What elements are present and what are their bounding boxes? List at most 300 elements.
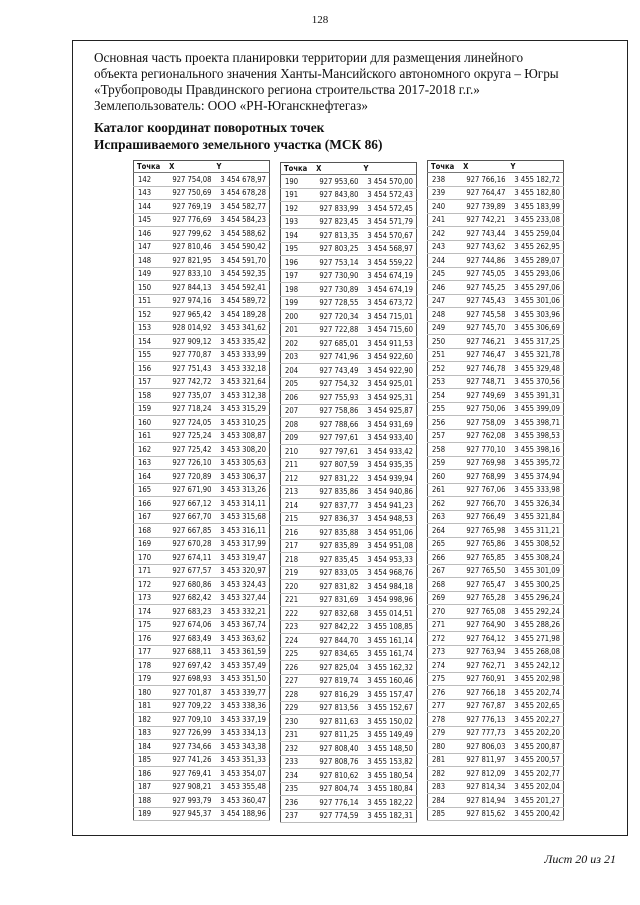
table-row (281, 674, 417, 688)
x-cell: 927 726,10 (166, 456, 213, 470)
y-cell: 3 455 333,98 (507, 483, 563, 497)
table-row (428, 416, 564, 430)
y-cell: 3 455 398,53 (507, 429, 563, 443)
x-cell: 927 953,60 (313, 175, 360, 189)
x-cell: 927 725,24 (166, 429, 213, 443)
point-cell: 219 (281, 566, 314, 580)
point-cell: 228 (281, 688, 314, 702)
x-cell: 927 743,44 (460, 227, 507, 241)
x-cell: 927 765,28 (460, 591, 507, 605)
catalog-title-line: Каталог координат поворотных точек (94, 120, 325, 135)
x-cell: 927 728,55 (313, 296, 360, 310)
x-cell: 927 965,42 (166, 308, 213, 322)
table-row (134, 348, 270, 362)
y-cell: 3 455 182,80 (507, 186, 563, 200)
point-cell: 183 (134, 726, 167, 740)
point-cell: 282 (428, 767, 461, 781)
x-cell: 927 764,47 (460, 186, 507, 200)
table-row (428, 267, 564, 281)
x-cell: 927 766,16 (460, 173, 507, 187)
point-cell: 236 (281, 796, 314, 810)
table-row (428, 389, 564, 403)
table-row (281, 229, 417, 243)
header-y: Y (213, 161, 269, 173)
point-cell: 262 (428, 497, 461, 511)
x-cell: 927 735,07 (166, 389, 213, 403)
table-row (134, 497, 270, 511)
table-row (281, 593, 417, 607)
table-row (134, 699, 270, 713)
point-cell: 157 (134, 375, 167, 389)
x-cell: 927 833,10 (166, 267, 213, 281)
y-cell: 3 455 162,32 (360, 661, 416, 675)
table-row (134, 578, 270, 592)
x-cell: 927 835,88 (313, 526, 360, 540)
x-cell: 927 814,94 (460, 794, 507, 808)
table-row (428, 780, 564, 794)
point-cell: 247 (428, 294, 461, 308)
table-row (134, 227, 270, 241)
table-row (428, 213, 564, 227)
x-cell: 927 807,59 (313, 458, 360, 472)
point-cell: 155 (134, 348, 167, 362)
point-cell: 215 (281, 512, 314, 526)
point-cell: 147 (134, 240, 167, 254)
table-row (281, 404, 417, 418)
y-cell: 3 453 357,49 (213, 659, 269, 673)
heading-line: объекта регионального значения Ханты-Мансийского автономного округа – Югры (94, 66, 559, 81)
point-cell: 196 (281, 256, 314, 270)
table-row (428, 564, 564, 578)
y-cell: 3 453 367,74 (213, 618, 269, 632)
point-cell: 211 (281, 458, 314, 472)
x-cell: 927 670,28 (166, 537, 213, 551)
x-cell: 927 701,87 (166, 686, 213, 700)
point-cell: 154 (134, 335, 167, 349)
table-row (428, 227, 564, 241)
y-cell: 3 454 715,60 (360, 323, 416, 337)
point-cell: 200 (281, 310, 314, 324)
x-cell: 927 768,99 (460, 470, 507, 484)
table-row (134, 402, 270, 416)
point-cell: 239 (428, 186, 461, 200)
table-row (281, 755, 417, 769)
x-cell: 927 777,73 (460, 726, 507, 740)
y-cell: 3 454 935,35 (360, 458, 416, 472)
table-row (134, 254, 270, 268)
table-row (281, 458, 417, 472)
x-cell: 927 803,25 (313, 242, 360, 256)
table-row (281, 688, 417, 702)
x-cell: 927 709,22 (166, 699, 213, 713)
table-row (428, 254, 564, 268)
y-cell: 3 455 321,84 (507, 510, 563, 524)
table-row (428, 348, 564, 362)
x-cell: 927 799,62 (166, 227, 213, 241)
table-row (281, 796, 417, 810)
table-row (134, 335, 270, 349)
y-cell: 3 453 310,25 (213, 416, 269, 430)
table-row (281, 728, 417, 742)
x-cell: 927 671,90 (166, 483, 213, 497)
point-cell: 235 (281, 782, 314, 796)
point-cell: 233 (281, 755, 314, 769)
table-row (281, 634, 417, 648)
point-cell: 277 (428, 699, 461, 713)
point-cell: 278 (428, 713, 461, 727)
point-cell: 224 (281, 634, 314, 648)
y-cell: 3 454 953,33 (360, 553, 416, 567)
point-cell: 220 (281, 580, 314, 594)
y-cell: 3 455 161,14 (360, 634, 416, 648)
x-cell: 927 765,98 (460, 524, 507, 538)
table-row (134, 794, 270, 808)
y-cell: 3 453 321,64 (213, 375, 269, 389)
point-cell: 177 (134, 645, 167, 659)
x-cell: 927 677,57 (166, 564, 213, 578)
x-cell: 927 764,90 (460, 618, 507, 632)
y-cell: 3 454 951,06 (360, 526, 416, 540)
x-cell: 927 763,94 (460, 645, 507, 659)
table-row (428, 618, 564, 632)
table-row (134, 294, 270, 308)
y-cell: 3 454 922,60 (360, 350, 416, 364)
table-row (281, 310, 417, 324)
x-cell: 927 764,12 (460, 632, 507, 646)
point-cell: 216 (281, 526, 314, 540)
point-cell: 222 (281, 607, 314, 621)
header-point: Точка (281, 163, 314, 175)
y-cell: 3 455 160,46 (360, 674, 416, 688)
table-row (281, 283, 417, 297)
x-cell: 927 974,16 (166, 294, 213, 308)
point-cell: 187 (134, 780, 167, 794)
x-cell: 927 776,69 (166, 213, 213, 227)
x-cell: 927 821,95 (166, 254, 213, 268)
point-cell: 176 (134, 632, 167, 646)
x-cell: 927 697,42 (166, 659, 213, 673)
y-cell: 3 455 200,42 (507, 807, 563, 821)
point-cell: 184 (134, 740, 167, 754)
x-cell: 927 835,45 (313, 553, 360, 567)
x-cell: 927 810,62 (313, 769, 360, 783)
table-row (428, 470, 564, 484)
y-cell: 3 453 361,59 (213, 645, 269, 659)
x-cell: 927 758,86 (313, 404, 360, 418)
table-row (428, 362, 564, 376)
point-cell: 204 (281, 364, 314, 378)
x-cell: 927 683,49 (166, 632, 213, 646)
table-row (134, 483, 270, 497)
x-cell: 927 751,43 (166, 362, 213, 376)
point-cell: 221 (281, 593, 314, 607)
table-row (134, 308, 270, 322)
x-cell: 927 814,34 (460, 780, 507, 794)
point-cell: 151 (134, 294, 167, 308)
x-cell: 927 811,63 (313, 715, 360, 729)
y-cell: 3 455 182,72 (507, 173, 563, 187)
header-point: Точка (428, 161, 461, 173)
point-cell: 152 (134, 308, 167, 322)
table-row (428, 402, 564, 416)
table-row (134, 740, 270, 754)
point-cell: 201 (281, 323, 314, 337)
point-cell: 240 (428, 200, 461, 214)
table-row (281, 391, 417, 405)
x-cell: 927 748,71 (460, 375, 507, 389)
x-cell: 927 808,40 (313, 742, 360, 756)
y-cell: 3 455 300,25 (507, 578, 563, 592)
point-cell: 175 (134, 618, 167, 632)
point-cell: 229 (281, 701, 314, 715)
point-cell: 269 (428, 591, 461, 605)
x-cell: 927 767,87 (460, 699, 507, 713)
page-number: 128 (311, 14, 329, 26)
table-row (281, 445, 417, 459)
x-cell: 928 014,92 (166, 321, 213, 335)
x-cell: 927 843,80 (313, 188, 360, 202)
x-cell: 927 766,18 (460, 686, 507, 700)
x-cell: 927 745,05 (460, 267, 507, 281)
y-cell: 3 453 316,11 (213, 524, 269, 538)
point-cell: 174 (134, 605, 167, 619)
coordinates-table-1 (133, 160, 270, 821)
table-row (428, 497, 564, 511)
y-cell: 3 455 259,04 (507, 227, 563, 241)
table-row (428, 510, 564, 524)
table-row (134, 173, 270, 187)
point-cell: 213 (281, 485, 314, 499)
y-cell: 3 454 931,69 (360, 418, 416, 432)
y-cell: 3 455 268,08 (507, 645, 563, 659)
point-cell: 163 (134, 456, 167, 470)
table-row (281, 647, 417, 661)
header-y: Y (360, 163, 416, 175)
point-cell: 142 (134, 173, 167, 187)
x-cell: 927 808,76 (313, 755, 360, 769)
point-cell: 246 (428, 281, 461, 295)
y-cell: 3 453 332,18 (213, 362, 269, 376)
table-row (281, 661, 417, 675)
y-cell: 3 453 327,44 (213, 591, 269, 605)
point-cell: 281 (428, 753, 461, 767)
point-cell: 189 (134, 807, 167, 821)
x-cell: 927 806,03 (460, 740, 507, 754)
table-row (428, 321, 564, 335)
table-row (281, 566, 417, 580)
table-row (281, 472, 417, 486)
y-cell: 3 454 678,97 (213, 173, 269, 187)
y-cell: 3 453 339,77 (213, 686, 269, 700)
x-cell: 927 813,35 (313, 229, 360, 243)
y-cell: 3 455 202,27 (507, 713, 563, 727)
table-row (428, 200, 564, 214)
point-cell: 161 (134, 429, 167, 443)
table-row (134, 551, 270, 565)
point-cell: 267 (428, 564, 461, 578)
point-cell: 185 (134, 753, 167, 767)
point-cell: 258 (428, 443, 461, 457)
point-cell: 169 (134, 537, 167, 551)
table-row (134, 659, 270, 673)
point-cell: 251 (428, 348, 461, 362)
point-cell: 192 (281, 202, 314, 216)
y-cell: 3 454 715,01 (360, 310, 416, 324)
table-row (428, 456, 564, 470)
x-cell: 927 908,21 (166, 780, 213, 794)
y-cell: 3 455 308,52 (507, 537, 563, 551)
table-row (134, 591, 270, 605)
table-row (428, 186, 564, 200)
x-cell: 927 844,13 (166, 281, 213, 295)
x-cell: 927 746,78 (460, 362, 507, 376)
point-cell: 206 (281, 391, 314, 405)
table-row (428, 672, 564, 686)
x-cell: 927 831,82 (313, 580, 360, 594)
point-cell: 153 (134, 321, 167, 335)
point-cell: 237 (281, 809, 314, 823)
table-row (281, 269, 417, 283)
y-cell: 3 455 148,50 (360, 742, 416, 756)
y-cell: 3 455 289,07 (507, 254, 563, 268)
point-cell: 160 (134, 416, 167, 430)
point-cell: 242 (428, 227, 461, 241)
table-row (281, 431, 417, 445)
table-row (428, 632, 564, 646)
y-cell: 3 453 315,29 (213, 402, 269, 416)
y-cell: 3 455 183,99 (507, 200, 563, 214)
y-cell: 3 455 180,84 (360, 782, 416, 796)
x-cell: 927 745,70 (460, 321, 507, 335)
table-row (281, 364, 417, 378)
y-cell: 3 453 314,11 (213, 497, 269, 511)
x-cell: 927 741,26 (166, 753, 213, 767)
y-cell: 3 454 939,94 (360, 472, 416, 486)
y-cell: 3 455 398,71 (507, 416, 563, 430)
y-cell: 3 454 925,31 (360, 391, 416, 405)
x-cell: 927 766,70 (460, 497, 507, 511)
point-cell: 263 (428, 510, 461, 524)
point-cell: 193 (281, 215, 314, 229)
x-cell: 927 909,12 (166, 335, 213, 349)
table-row (428, 578, 564, 592)
x-cell: 927 815,62 (460, 807, 507, 821)
point-cell: 171 (134, 564, 167, 578)
x-cell: 927 769,98 (460, 456, 507, 470)
point-cell: 274 (428, 659, 461, 673)
x-cell: 927 726,99 (166, 726, 213, 740)
point-cell: 272 (428, 632, 461, 646)
y-cell: 3 455 182,31 (360, 809, 416, 823)
y-cell: 3 455 202,20 (507, 726, 563, 740)
table-row (281, 215, 417, 229)
y-cell: 3 453 312,38 (213, 389, 269, 403)
x-cell: 927 770,10 (460, 443, 507, 457)
x-cell: 927 720,34 (313, 310, 360, 324)
x-cell: 927 680,86 (166, 578, 213, 592)
table-header-row (428, 161, 564, 173)
point-cell: 285 (428, 807, 461, 821)
y-cell: 3 455 152,67 (360, 701, 416, 715)
table-row (281, 607, 417, 621)
x-cell: 927 819,74 (313, 674, 360, 688)
point-cell: 226 (281, 661, 314, 675)
y-cell: 3 454 948,53 (360, 512, 416, 526)
y-cell: 3 454 188,96 (213, 807, 269, 821)
y-cell: 3 455 149,49 (360, 728, 416, 742)
point-cell: 227 (281, 674, 314, 688)
x-cell: 927 760,91 (460, 672, 507, 686)
y-cell: 3 453 317,99 (213, 537, 269, 551)
point-cell: 257 (428, 429, 461, 443)
y-cell: 3 453 308,20 (213, 443, 269, 457)
x-cell: 927 844,70 (313, 634, 360, 648)
y-cell: 3 454 678,28 (213, 186, 269, 200)
x-cell: 927 685,01 (313, 337, 360, 351)
y-cell: 3 454 570,00 (360, 175, 416, 189)
y-cell: 3 454 933,42 (360, 445, 416, 459)
point-cell: 261 (428, 483, 461, 497)
y-cell: 3 453 343,38 (213, 740, 269, 754)
land-user-line: Землепользователь: ООО «РН-Юганскнефтегаз» (94, 98, 368, 113)
table-row (134, 240, 270, 254)
x-cell: 927 688,11 (166, 645, 213, 659)
catalog-title-line: Испрашиваемого земельного участка (МСК 86) (94, 137, 383, 152)
table-row (428, 375, 564, 389)
sheet-label: Лист 20 из 21 (544, 852, 616, 866)
y-cell: 3 455 202,65 (507, 699, 563, 713)
x-cell: 927 833,99 (313, 202, 360, 216)
y-cell: 3 453 305,63 (213, 456, 269, 470)
y-cell: 3 454 589,72 (213, 294, 269, 308)
x-cell: 927 745,25 (460, 281, 507, 295)
x-cell: 927 835,86 (313, 485, 360, 499)
table-row (428, 240, 564, 254)
point-cell: 249 (428, 321, 461, 335)
table-row (281, 485, 417, 499)
point-cell: 264 (428, 524, 461, 538)
y-cell: 3 455 157,47 (360, 688, 416, 702)
point-cell: 275 (428, 672, 461, 686)
x-cell: 927 683,23 (166, 605, 213, 619)
x-cell: 927 755,93 (313, 391, 360, 405)
y-cell: 3 455 374,94 (507, 470, 563, 484)
table-row (134, 686, 270, 700)
x-cell: 927 749,69 (460, 389, 507, 403)
y-cell: 3 455 303,96 (507, 308, 563, 322)
y-cell: 3 455 321,78 (507, 348, 563, 362)
table-row (134, 510, 270, 524)
point-cell: 144 (134, 200, 167, 214)
x-cell: 927 724,05 (166, 416, 213, 430)
y-cell: 3 454 673,72 (360, 296, 416, 310)
point-cell: 165 (134, 483, 167, 497)
x-cell: 927 743,49 (313, 364, 360, 378)
point-cell: 266 (428, 551, 461, 565)
y-cell: 3 453 338,36 (213, 699, 269, 713)
table-row (134, 726, 270, 740)
table-row (281, 337, 417, 351)
table-row (281, 715, 417, 729)
y-cell: 3 455 262,95 (507, 240, 563, 254)
table-row (134, 429, 270, 443)
table-row (134, 443, 270, 457)
y-cell: 3 453 335,42 (213, 335, 269, 349)
table-row (134, 375, 270, 389)
x-cell: 927 720,89 (166, 470, 213, 484)
table-row (281, 539, 417, 553)
x-cell: 927 816,29 (313, 688, 360, 702)
